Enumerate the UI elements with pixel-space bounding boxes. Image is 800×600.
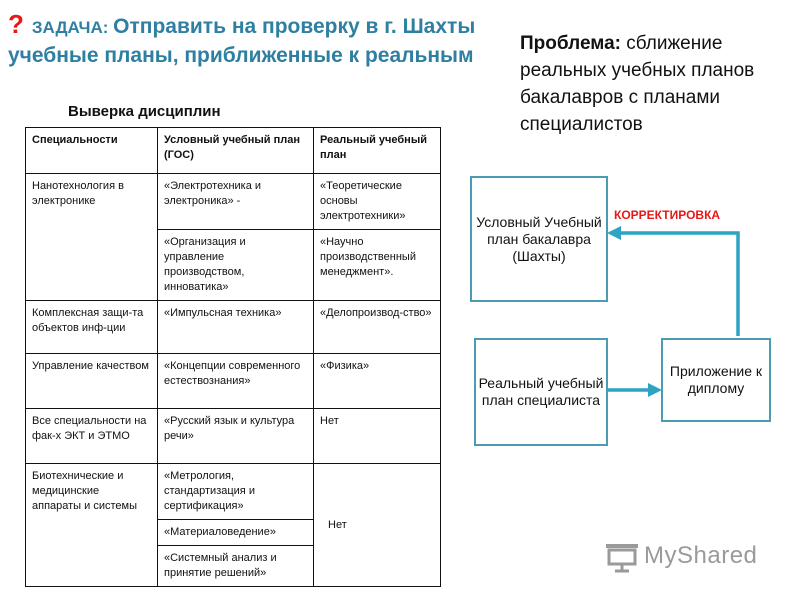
problem-text: сближение реальных учебных планов бакалавров с планами специалистов [520, 33, 755, 135]
task-label: ЗАДАЧА: [31, 18, 114, 37]
real-plan-box: Реальный учебный план специалиста [474, 338, 608, 446]
cell-conditional: «Организация и управление производством, инноватика» [158, 230, 314, 301]
myshared-logo [604, 536, 774, 576]
cell-conditional: «Электротехника и электроника» - [158, 174, 314, 230]
cell-real: Нет [314, 464, 441, 587]
header-real-plan: Реальный учебный план [314, 128, 441, 174]
cell-real: «Физика» [314, 354, 441, 409]
cell-real: Нет [314, 409, 441, 464]
question-mark: ? [8, 9, 24, 39]
arrow-correction [614, 233, 738, 336]
cell-specialty: Управление качеством [26, 354, 158, 409]
cell-conditional: «Русский язык и культура речи» [158, 409, 314, 464]
conditional-plan-box: Условный Учебный план бакалавра (Шахты) [470, 176, 608, 302]
cell-specialty: Биотехнические и медицинские аппараты и системы [26, 464, 158, 587]
correction-label: КОРРЕКТИРОВКА [614, 208, 721, 222]
projector-icon [604, 538, 640, 574]
cell-specialty: Нанотехнология в электронике [26, 174, 158, 301]
diploma-supplement-box: Приложение к диплому [661, 338, 771, 422]
cell-specialty: Все специальности на фак-х ЭКТ и ЭТМО [26, 409, 158, 464]
cell-real: «Теоретические основы электротехники» [314, 174, 441, 230]
header-specialties: Специальности [26, 128, 158, 174]
header-conditional-plan: Условный учебный план (ГОС) [158, 128, 314, 174]
cell-conditional: «Системный анализ и принятие решений» [158, 546, 314, 587]
cell-real: «Делопроизвод-ство» [314, 301, 441, 354]
cell-real: «Научно производственный менеджмент». [314, 230, 441, 301]
cell-conditional: «Метрология, стандартизация и сертификация» [158, 464, 314, 520]
cell-conditional: «Концепции современного естествознания» [158, 354, 314, 409]
task-text: Отправить на проверку в г. Шахты учебные планы, приближенные к реальным [8, 15, 476, 67]
cell-specialty: Комплексная защи-та объектов инф-ции [26, 301, 158, 354]
logo-text: MyShared [644, 542, 758, 569]
cell-conditional: «Импульсная техника» [158, 301, 314, 354]
cell-conditional: «Материаловедение» [158, 520, 314, 546]
table-caption: Выверка дисциплин [68, 103, 221, 120]
problem-label: Проблема: [520, 33, 621, 54]
